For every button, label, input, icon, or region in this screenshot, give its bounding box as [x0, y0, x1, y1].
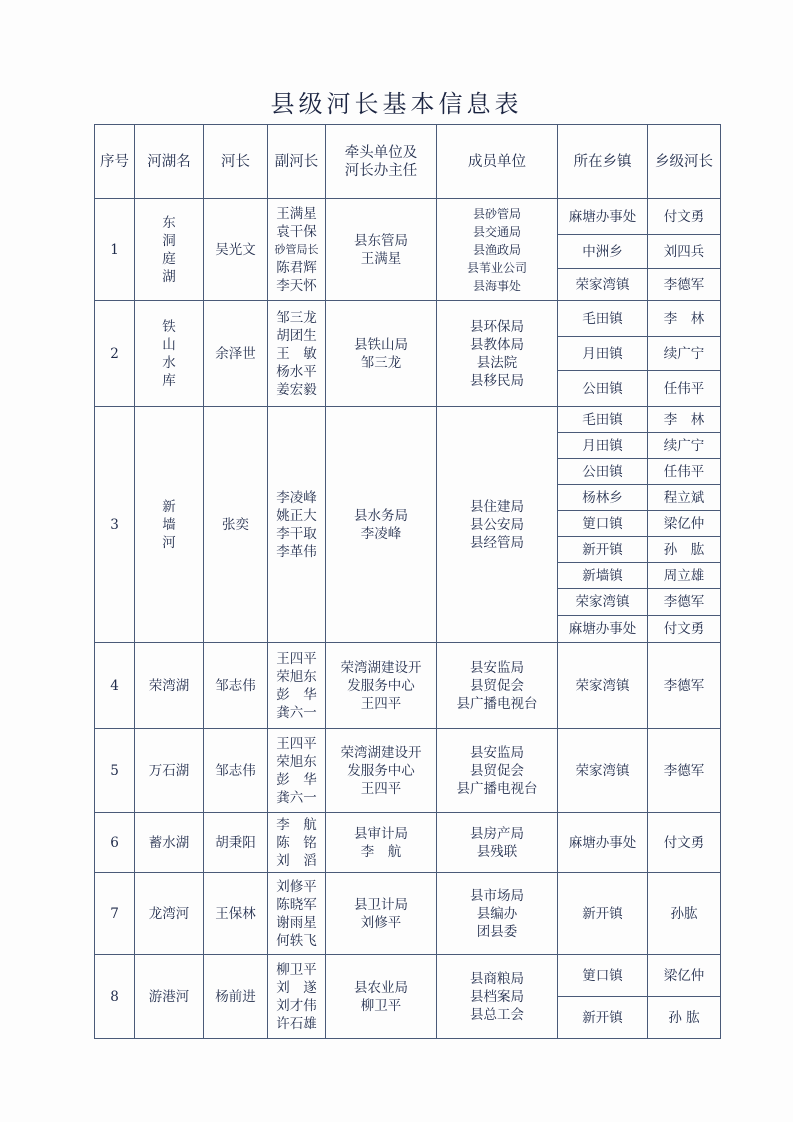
town-chief: 续广宁	[648, 433, 721, 459]
header-chief: 河长	[204, 125, 268, 199]
deputy-list	[268, 199, 326, 301]
deputy: 何轶飞	[276, 932, 317, 949]
deputy: 柳卫平	[276, 961, 317, 978]
member-unit: 县经管局	[470, 534, 524, 551]
deputy: 刘 滔	[276, 852, 317, 869]
header-town-chief: 乡级河长	[648, 125, 721, 199]
river-chief: 张奕	[204, 407, 268, 643]
river-chief: 余泽世	[204, 301, 268, 407]
row-no: 1	[95, 199, 135, 301]
lead-director: 刘修平	[360, 914, 402, 931]
lead-director: 王满星	[360, 250, 402, 267]
town: 新开镇	[558, 997, 648, 1039]
town-chief: 孙肱	[648, 873, 721, 955]
header-members: 成员单位	[437, 125, 558, 199]
row-no: 5	[95, 729, 135, 813]
town: 筻口镇	[558, 511, 648, 537]
river-chief: 吴光文	[204, 199, 268, 301]
member-unit: 县市场局	[470, 887, 524, 904]
header-town: 所在乡镇	[558, 125, 648, 199]
deputy: 李天怀	[276, 277, 317, 294]
info-table-container	[94, 124, 720, 1039]
town-chief: 付文勇	[648, 199, 721, 235]
town: 新开镇	[558, 537, 648, 563]
town-chief: 李 林	[648, 301, 721, 337]
lead-unit-line: 县水务局	[354, 507, 408, 524]
lead-unit-line: 县铁山局	[354, 336, 408, 353]
member-unit: 团县委	[476, 923, 518, 940]
row-no: 3	[95, 407, 135, 643]
lead-unit-line: 县农业局	[354, 979, 408, 996]
deputy: 龚六一	[276, 789, 317, 806]
town-chief: 程立斌	[648, 485, 721, 511]
town: 公田镇	[558, 459, 648, 485]
deputy: 袁干保	[276, 223, 317, 240]
member-unit: 县房产局	[470, 825, 524, 842]
lead-unit	[326, 873, 437, 955]
member-unit: 县安监局	[470, 659, 524, 676]
river-name: 游港河	[135, 955, 204, 1039]
member-unit: 县总工会	[470, 1006, 524, 1023]
lead-unit-line: 荣湾湖建设开	[340, 659, 422, 676]
lead-unit	[326, 813, 437, 873]
table-row	[95, 813, 721, 873]
lead-unit	[326, 407, 437, 643]
table-row	[95, 729, 721, 813]
deputy: 胡团生	[276, 327, 317, 344]
member-units	[437, 813, 558, 873]
river-name: 新 墙 河	[135, 407, 204, 643]
lead-unit-line: 发服务中心	[347, 762, 415, 779]
member-unit: 县移民局	[470, 372, 524, 389]
deputy-list	[268, 873, 326, 955]
town: 毛田镇	[558, 407, 648, 433]
member-unit: 县安监局	[470, 744, 524, 761]
deputy: 李革伟	[276, 543, 317, 560]
town-chief: 任伟平	[648, 371, 721, 407]
town: 麻塘办事处	[558, 813, 648, 873]
deputy: 刘才伟	[276, 997, 317, 1014]
town: 麻塘办事处	[558, 616, 648, 643]
lead-unit-line: 县卫计局	[354, 896, 408, 913]
lead-unit	[326, 955, 437, 1039]
member-unit: 县商粮局	[470, 970, 524, 987]
town: 新开镇	[558, 873, 648, 955]
member-units	[437, 873, 558, 955]
table-row	[95, 301, 721, 337]
lead-unit-line: 县审计局	[354, 825, 408, 842]
member-units	[437, 955, 558, 1039]
town-chief: 李德军	[648, 269, 721, 301]
town-chief: 李德军	[648, 729, 721, 813]
town: 新墙镇	[558, 563, 648, 589]
deputy: 许石雄	[276, 1015, 317, 1032]
member-unit: 县交通局	[472, 224, 521, 239]
town: 毛田镇	[558, 301, 648, 337]
table-row	[95, 643, 721, 729]
town: 筻口镇	[558, 955, 648, 997]
river-name: 万石湖	[135, 729, 204, 813]
deputy-list	[268, 643, 326, 729]
member-unit: 县教体局	[470, 336, 524, 353]
header-river-name: 河湖名	[135, 125, 204, 199]
member-unit: 县贸促会	[470, 762, 524, 779]
deputy: 李凌峰	[276, 489, 317, 506]
member-unit: 县残联	[476, 843, 518, 860]
deputy: 荣旭东	[276, 753, 317, 770]
lead-director: 王四平	[360, 780, 402, 797]
deputy-list	[268, 407, 326, 643]
deputy: 砂管局长	[274, 242, 319, 256]
town: 公田镇	[558, 371, 648, 407]
member-unit: 县住建局	[470, 498, 524, 515]
deputy: 邹三龙	[276, 309, 317, 326]
row-no: 8	[95, 955, 135, 1039]
row-no: 4	[95, 643, 135, 729]
deputy: 陈君辉	[276, 259, 317, 276]
town: 月田镇	[558, 433, 648, 459]
town: 麻塘办事处	[558, 199, 648, 235]
row-no: 6	[95, 813, 135, 873]
deputy: 刘修平	[276, 878, 317, 895]
member-units	[437, 199, 558, 301]
river-chief: 胡秉阳	[204, 813, 268, 873]
town: 荣家湾镇	[558, 643, 648, 729]
member-unit: 县砂管局	[472, 206, 521, 221]
river-name: 铁 山 水 库	[135, 301, 204, 407]
header-lead-unit: 牵头单位及河长办主任	[326, 125, 437, 199]
river-name: 龙湾河	[135, 873, 204, 955]
deputy: 刘 遂	[276, 979, 317, 996]
town-chief: 付文勇	[648, 616, 721, 643]
lead-director: 王四平	[360, 695, 402, 712]
deputy: 李干取	[276, 525, 317, 542]
lead-director: 邹三龙	[360, 354, 402, 371]
member-unit: 县档案局	[470, 988, 524, 1005]
town-chief: 梁亿仲	[648, 511, 721, 537]
member-unit: 县编办	[476, 905, 518, 922]
table-row	[95, 873, 721, 955]
deputy: 王满星	[276, 205, 317, 222]
river-name: 荣湾湖	[135, 643, 204, 729]
deputy: 杨水平	[276, 363, 317, 380]
river-chief: 王保林	[204, 873, 268, 955]
member-unit: 县海事处	[472, 278, 521, 293]
deputy: 龚六一	[276, 704, 317, 721]
member-unit: 县贸促会	[470, 677, 524, 694]
town: 荣家湾镇	[558, 269, 648, 301]
deputy: 王 敏	[276, 345, 317, 362]
deputy: 姜宏毅	[276, 381, 317, 398]
lead-unit-line: 县东管局	[354, 232, 408, 249]
table-row	[95, 407, 721, 433]
town-chief: 李德军	[648, 643, 721, 729]
town-chief: 续广宁	[648, 337, 721, 371]
town: 荣家湾镇	[558, 729, 648, 813]
member-units	[437, 643, 558, 729]
member-units	[437, 729, 558, 813]
deputy: 陈晓军	[276, 896, 317, 913]
town-chief: 付文勇	[648, 813, 721, 873]
town-chief: 李德军	[648, 589, 721, 616]
header-no: 序号	[95, 125, 135, 199]
member-unit: 县苇业公司	[466, 260, 527, 275]
town-chief: 李 林	[648, 407, 721, 433]
town: 月田镇	[558, 337, 648, 371]
lead-unit	[326, 643, 437, 729]
lead-unit-line: 荣湾湖建设开	[340, 744, 422, 761]
lead-director: 李 航	[360, 843, 402, 860]
lead-unit	[326, 729, 437, 813]
deputy: 彭 华	[276, 771, 317, 788]
member-unit: 县广播电视台	[456, 780, 538, 797]
lead-unit	[326, 199, 437, 301]
town-chief: 孙 肱	[648, 537, 721, 563]
member-unit: 县广播电视台	[456, 695, 538, 712]
table-row	[95, 955, 721, 997]
table-row	[95, 199, 721, 235]
town-chief: 刘四兵	[648, 235, 721, 269]
deputy: 陈 铭	[276, 834, 317, 851]
river-chief: 杨前进	[204, 955, 268, 1039]
row-no: 7	[95, 873, 135, 955]
member-unit: 县公安局	[470, 516, 524, 533]
member-units	[437, 301, 558, 407]
river-chief: 邹志伟	[204, 643, 268, 729]
town: 杨林乡	[558, 485, 648, 511]
town: 荣家湾镇	[558, 589, 648, 616]
deputy: 王四平	[276, 735, 317, 752]
deputy: 王四平	[276, 650, 317, 667]
header-row	[95, 125, 721, 199]
lead-unit-line: 发服务中心	[347, 677, 415, 694]
deputy-list	[268, 301, 326, 407]
town-chief: 任伟平	[648, 459, 721, 485]
page-title: 县级河长基本信息表	[270, 90, 523, 118]
member-unit: 县渔政局	[472, 242, 521, 257]
info-table	[94, 124, 721, 1039]
lead-unit	[326, 301, 437, 407]
deputy: 姚正大	[276, 507, 317, 524]
deputy-list	[268, 729, 326, 813]
river-name: 蓄水湖	[135, 813, 204, 873]
lead-director: 李凌峰	[360, 525, 402, 542]
river-chief: 邹志伟	[204, 729, 268, 813]
town-chief: 孙 肱	[648, 997, 721, 1039]
deputy-list	[268, 813, 326, 873]
town: 中洲乡	[558, 235, 648, 269]
member-unit: 县环保局	[470, 318, 524, 335]
member-unit: 县法院	[476, 354, 518, 371]
deputy: 谢雨星	[276, 914, 317, 931]
deputy-list	[268, 955, 326, 1039]
member-units	[437, 407, 558, 643]
row-no: 2	[95, 301, 135, 407]
river-name: 东 洞 庭 湖	[135, 199, 204, 301]
deputy: 彭 华	[276, 686, 317, 703]
deputy: 荣旭东	[276, 668, 317, 685]
town-chief: 梁亿仲	[648, 955, 721, 997]
town-chief: 周立雄	[648, 563, 721, 589]
header-deputy: 副河长	[268, 125, 326, 199]
lead-director: 柳卫平	[360, 997, 402, 1014]
deputy: 李 航	[276, 816, 317, 833]
